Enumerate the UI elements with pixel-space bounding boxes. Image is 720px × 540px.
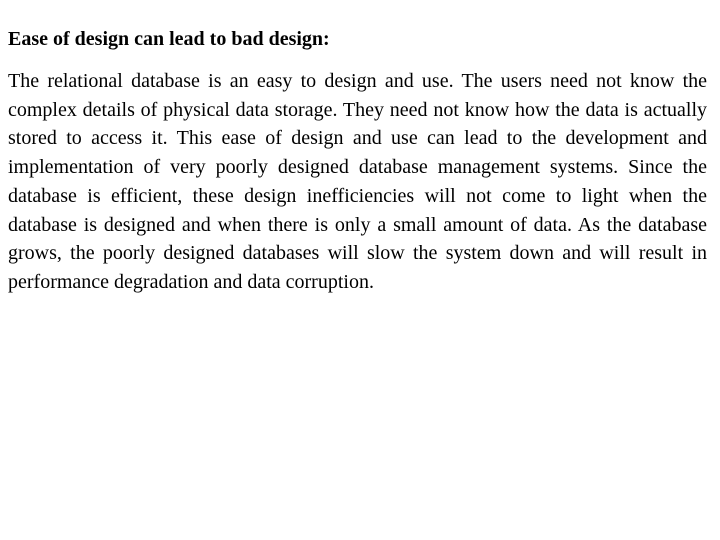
slide-heading: Ease of design can lead to bad design: (8, 28, 330, 50)
slide-body-paragraph: The relational database is an easy to design and use. The users need not know the complex details of physical data storage. They need not know how the data is actually stored to access it. This ease of design and use can lead to the development and implementation of very poorly designed database management systems. Since the database is efficient, these design inefficiencies will not come to light when the database is designed and when there is only a small amount of data. As the database grows, the poorly designed databases will slow the system down and will result in performance degradation and data corruption. (8, 70, 707, 293)
